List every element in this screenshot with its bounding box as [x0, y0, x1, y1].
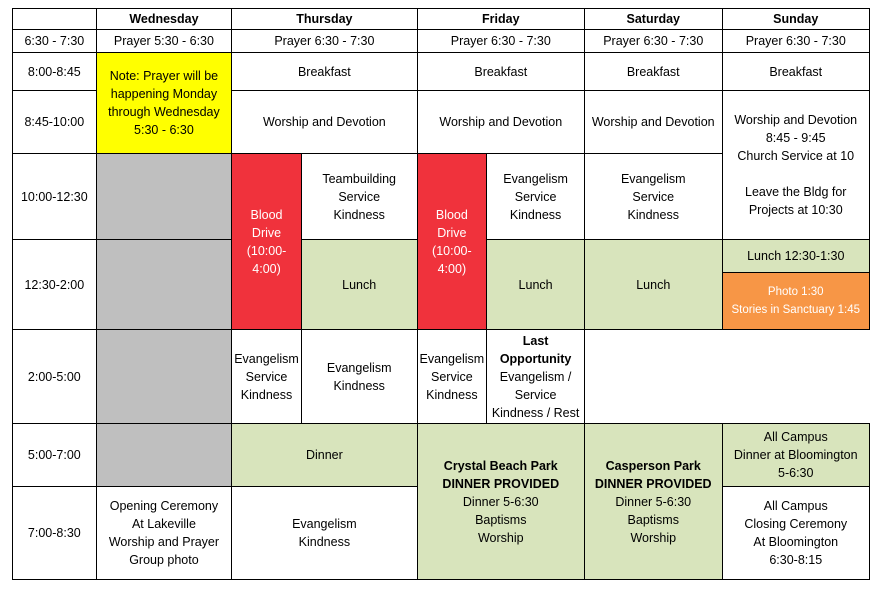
- sunday-morning: [722, 91, 870, 240]
- blood-drive-line: Drive: [437, 225, 467, 240]
- note-line: Note: Prayer will be: [109, 69, 219, 83]
- wednesday-evening: [96, 487, 232, 580]
- time-cell: 12:30-2:00: [13, 240, 97, 330]
- dinner-sunday: [722, 424, 870, 487]
- activity-line: Kindness: [333, 378, 385, 393]
- prayer-saturday: Prayer 6:30 - 7:30: [585, 30, 723, 53]
- blood-drive-line: Blood: [435, 207, 468, 222]
- gray-block: [96, 424, 232, 487]
- saturday-evening: [585, 424, 723, 580]
- evening-line: Worship: [477, 530, 524, 545]
- activity-line: Kindness: [426, 387, 478, 402]
- evening-line: Closing Ceremony: [744, 517, 848, 531]
- activity-line: Evangelism: [419, 351, 485, 366]
- schedule-table: [12, 8, 870, 580]
- evening-line: Group photo: [129, 553, 199, 567]
- breakfast-sunday: Breakfast: [722, 53, 870, 91]
- lunch-friday: Lunch: [487, 240, 585, 330]
- activity-line: Kindness / Rest: [491, 405, 580, 420]
- dinner-provided: DINNER PROVIDED: [594, 476, 712, 491]
- park-title: Casperson Park: [605, 458, 701, 473]
- friday-evening: [417, 424, 584, 580]
- time-cell: 2:00-5:00: [13, 330, 97, 424]
- photo-line: Stories in Sanctuary 1:45: [731, 304, 860, 316]
- sunday-morning-line: Leave the Bldg for: [745, 185, 847, 199]
- time-cell: 6:30 - 7:30: [13, 30, 97, 53]
- breakfast-saturday: Breakfast: [585, 53, 723, 91]
- sunday-morning-spacer: [725, 165, 868, 183]
- note-line: happening Monday: [110, 87, 218, 101]
- sunday-morning-line: Projects at 10:30: [748, 203, 843, 217]
- prayer-friday: Prayer 6:30 - 7:30: [417, 30, 584, 53]
- prayer-thursday: Prayer 6:30 - 7:30: [232, 30, 417, 53]
- worship-saturday: Worship and Devotion: [585, 91, 723, 154]
- saturday-midday: [585, 154, 723, 240]
- blood-drive-line: (10:00-: [432, 243, 472, 258]
- activity-line: Service: [431, 369, 473, 384]
- lunch-thursday: Lunch: [301, 240, 417, 330]
- thursday-evening: [232, 487, 417, 580]
- activity-line: Evangelism / Service: [499, 369, 572, 402]
- dinner-line: 5-6:30: [778, 466, 814, 480]
- thursday-midday: [301, 154, 417, 240]
- evening-line: Baptisms: [627, 512, 679, 527]
- blood-drive-line: 4:00): [437, 261, 467, 276]
- breakfast-friday: Breakfast: [417, 53, 584, 91]
- header-thursday: Thursday: [232, 9, 417, 30]
- evening-line: Dinner 5-6:30: [462, 494, 539, 509]
- sunday-evening: [722, 487, 870, 580]
- activity-line: Evangelism: [620, 171, 686, 186]
- gray-block: [96, 330, 232, 424]
- friday-afternoon: [301, 330, 417, 424]
- prayer-wednesday: Prayer 5:30 - 6:30: [96, 30, 232, 53]
- evening-line: At Lakeville: [131, 517, 196, 531]
- dinner-thursday: Dinner: [232, 424, 417, 487]
- blood-drive-line: Drive: [251, 225, 282, 240]
- evening-line: 6:30-8:15: [769, 553, 823, 567]
- header-sunday: Sunday: [722, 9, 870, 30]
- time-cell: 10:00-12:30: [13, 154, 97, 240]
- evening-line: Dinner 5-6:30: [615, 494, 692, 509]
- activity-line: Kindness: [627, 207, 679, 222]
- note-line: through Wednesday: [108, 105, 220, 119]
- note-line: 5:30 - 6:30: [134, 123, 194, 137]
- evening-line: Baptisms: [475, 512, 527, 527]
- evening-line: At Bloomington: [753, 535, 839, 549]
- lunch-sunday: Lunch 12:30-1:30: [722, 240, 870, 273]
- activity-line: Service: [338, 189, 381, 204]
- activity-line: Kindness: [240, 387, 293, 402]
- time-cell: 5:00-7:00: [13, 424, 97, 487]
- breakfast-thursday: Breakfast: [232, 53, 417, 91]
- evening-line: Worship and Prayer: [108, 535, 220, 549]
- time-cell: 7:00-8:30: [13, 487, 97, 580]
- header-friday: Friday: [417, 9, 584, 30]
- gray-block: [96, 240, 232, 330]
- dinner-line: All Campus: [763, 430, 828, 444]
- blood-drive-thursday: [232, 154, 302, 330]
- sunday-photo: [722, 273, 870, 330]
- activity-line: Evangelism: [234, 351, 299, 366]
- activity-line: Evangelism: [503, 171, 568, 186]
- activity-line: Service: [632, 189, 675, 204]
- activity-line: Service: [245, 369, 288, 384]
- activity-line: Kindness: [333, 207, 385, 222]
- friday-midday: [487, 154, 585, 240]
- sunday-morning-line: 8:45 - 9:45: [765, 131, 826, 145]
- photo-line: Photo 1:30: [767, 286, 824, 298]
- time-cell: 8:45-10:00: [13, 91, 97, 154]
- activity-line: Service: [514, 189, 557, 204]
- activity-line: Teambuilding: [322, 171, 397, 186]
- blood-drive-line: Blood: [250, 207, 283, 222]
- sunday-morning-line: Worship and Devotion: [734, 113, 858, 127]
- worship-thursday: Worship and Devotion: [232, 91, 417, 154]
- saturday-afternoon: [417, 330, 487, 424]
- park-title: Crystal Beach Park: [443, 458, 558, 473]
- prayer-note: [96, 53, 232, 154]
- blood-drive-line: 4:00): [252, 261, 281, 276]
- lunch-saturday: Lunch: [585, 240, 723, 330]
- evening-line: Worship: [630, 530, 677, 545]
- last-opportunity-title: Last Opportunity: [499, 333, 572, 366]
- evening-line: Opening Ceremony: [109, 499, 219, 513]
- evening-line: Kindness: [298, 535, 351, 549]
- header-wednesday: Wednesday: [96, 9, 232, 30]
- prayer-sunday: Prayer 6:30 - 7:30: [722, 30, 870, 53]
- activity-line: Evangelism: [326, 360, 392, 375]
- sunday-morning-line: Church Service at 10: [737, 149, 855, 163]
- evening-line: All Campus: [763, 499, 828, 513]
- dinner-line: Dinner at Bloomington: [733, 448, 858, 462]
- blood-drive-friday: [417, 154, 487, 330]
- worship-friday: Worship and Devotion: [417, 91, 584, 154]
- blood-drive-line: (10:00-: [246, 243, 287, 258]
- dinner-provided: DINNER PROVIDED: [442, 476, 560, 491]
- corner-cell: [13, 9, 97, 30]
- time-cell: 8:00-8:45: [13, 53, 97, 91]
- sunday-afternoon: [487, 330, 585, 424]
- thursday-afternoon: [232, 330, 302, 424]
- header-saturday: Saturday: [585, 9, 723, 30]
- evening-line: Evangelism: [292, 517, 357, 531]
- gray-block: [96, 154, 232, 240]
- activity-line: Kindness: [509, 207, 562, 222]
